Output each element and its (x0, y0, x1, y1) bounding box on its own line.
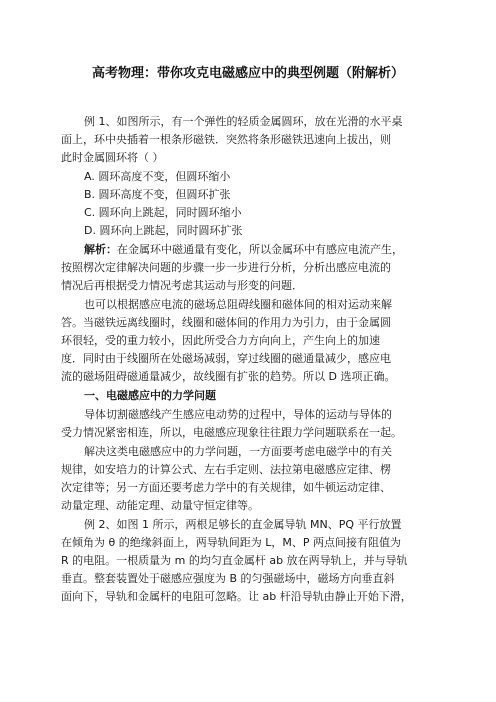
example2-line: R 的电阻。一根质量为 m 的均匀直金属杆 ab 放在两导轨上，并与导轨 (61, 554, 408, 567)
example2-line: 例 2、如图 1 所示，两根足够长的直金属导轨 MN、PQ 平行放置 (84, 518, 402, 531)
example1-question-line: 面上，环中央插着一根条形磁铁．突然将条形磁铁迅速向上拔出，则 (61, 133, 391, 146)
analysis-line: 环很轻，受的重力较小，因此所受合力方向向上，产生向上的加速 (61, 334, 380, 347)
example2-line: 垂直。整套装置处于磁感应强度为 B 的匀强磁场中，磁场方向垂直斜 (61, 572, 395, 585)
option-c: C. 圆环向上跳起，同时圆环缩小 (84, 206, 242, 219)
section-paragraph-line: 次定律等；另一方面还要考虑力学中的有关规律，如牛顿运动定律、 (61, 481, 391, 494)
analysis-line: 度．同时由于线圈所在处磁场减弱，穿过线圈的磁通量减少，感应电 (61, 352, 391, 365)
analysis-line: 按照楞次定律解决问题的步骤一步一步进行分析，分析出感应电流的 (61, 261, 391, 274)
analysis-line: 也可以根据感应电流的磁场总阻碍线圈和磁体间的相对运动来解 (84, 298, 392, 311)
section-paragraph-line: 解决这类电磁感应中的力学问题，一方面要考虑电磁学中的有关 (84, 445, 392, 458)
section-paragraph-line: 受力情况紧密相连，所以，电磁感应现象往往跟力学问题联系在一起。 (61, 426, 402, 439)
example1-question-line: 例 1、如图所示，有一个弹性的轻质金属圆环，放在光滑的水平桌 (84, 115, 403, 128)
section-heading: 一、电磁感应中的力学问题 (84, 389, 216, 402)
analysis-label: 解析： (84, 243, 117, 256)
analysis-line: 流的磁场阻碍磁通量减少，故线圈有扩张的趋势。所以 D 选项正确。 (61, 370, 396, 383)
analysis-text: 在金属环中磁通量有变化，所以金属环中有感应电流产生， (117, 243, 403, 256)
example2-line: 面向下，导轨和金属杆的电阻可忽略。让 ab 杆沿导轨由静止开始下滑， (61, 590, 412, 603)
option-d: D. 圆环向上跳起，同时圆环扩张 (84, 224, 243, 237)
analysis-line: 情况后再根据受力情况考虑其运动与形变的问题． (61, 279, 303, 292)
analysis-first-line (84, 243, 403, 257)
option-a: A. 圆环高度不变，但圆环缩小 (84, 170, 231, 183)
example2-line: 在倾角为 θ 的绝缘斜面上，两导轨间距为 L，M、P 两点间接有阻值为 (61, 536, 401, 549)
example1-question-line: 此时金属圆环将（ ） (61, 151, 164, 164)
section-paragraph-line: 导体切割磁感线产生感应电动势的过程中，导体的运动与导体的 (84, 408, 392, 421)
section-paragraph-line: 动量定理、动能定理、动量守恒定律等。 (61, 499, 259, 512)
page-title: 高考物理：带你攻克电磁感应中的典型例题（附解析） (91, 66, 404, 81)
analysis-line: 答。当磁铁远离线圈时，线圈和磁体间的作用力为引力，由于金属圆 (61, 316, 391, 329)
option-b: B. 圆环高度不变，但圆环扩张 (84, 188, 231, 201)
section-paragraph-line: 规律，如安培力的计算公式、左右手定则、法拉第电磁感应定律、楞 (61, 463, 391, 476)
